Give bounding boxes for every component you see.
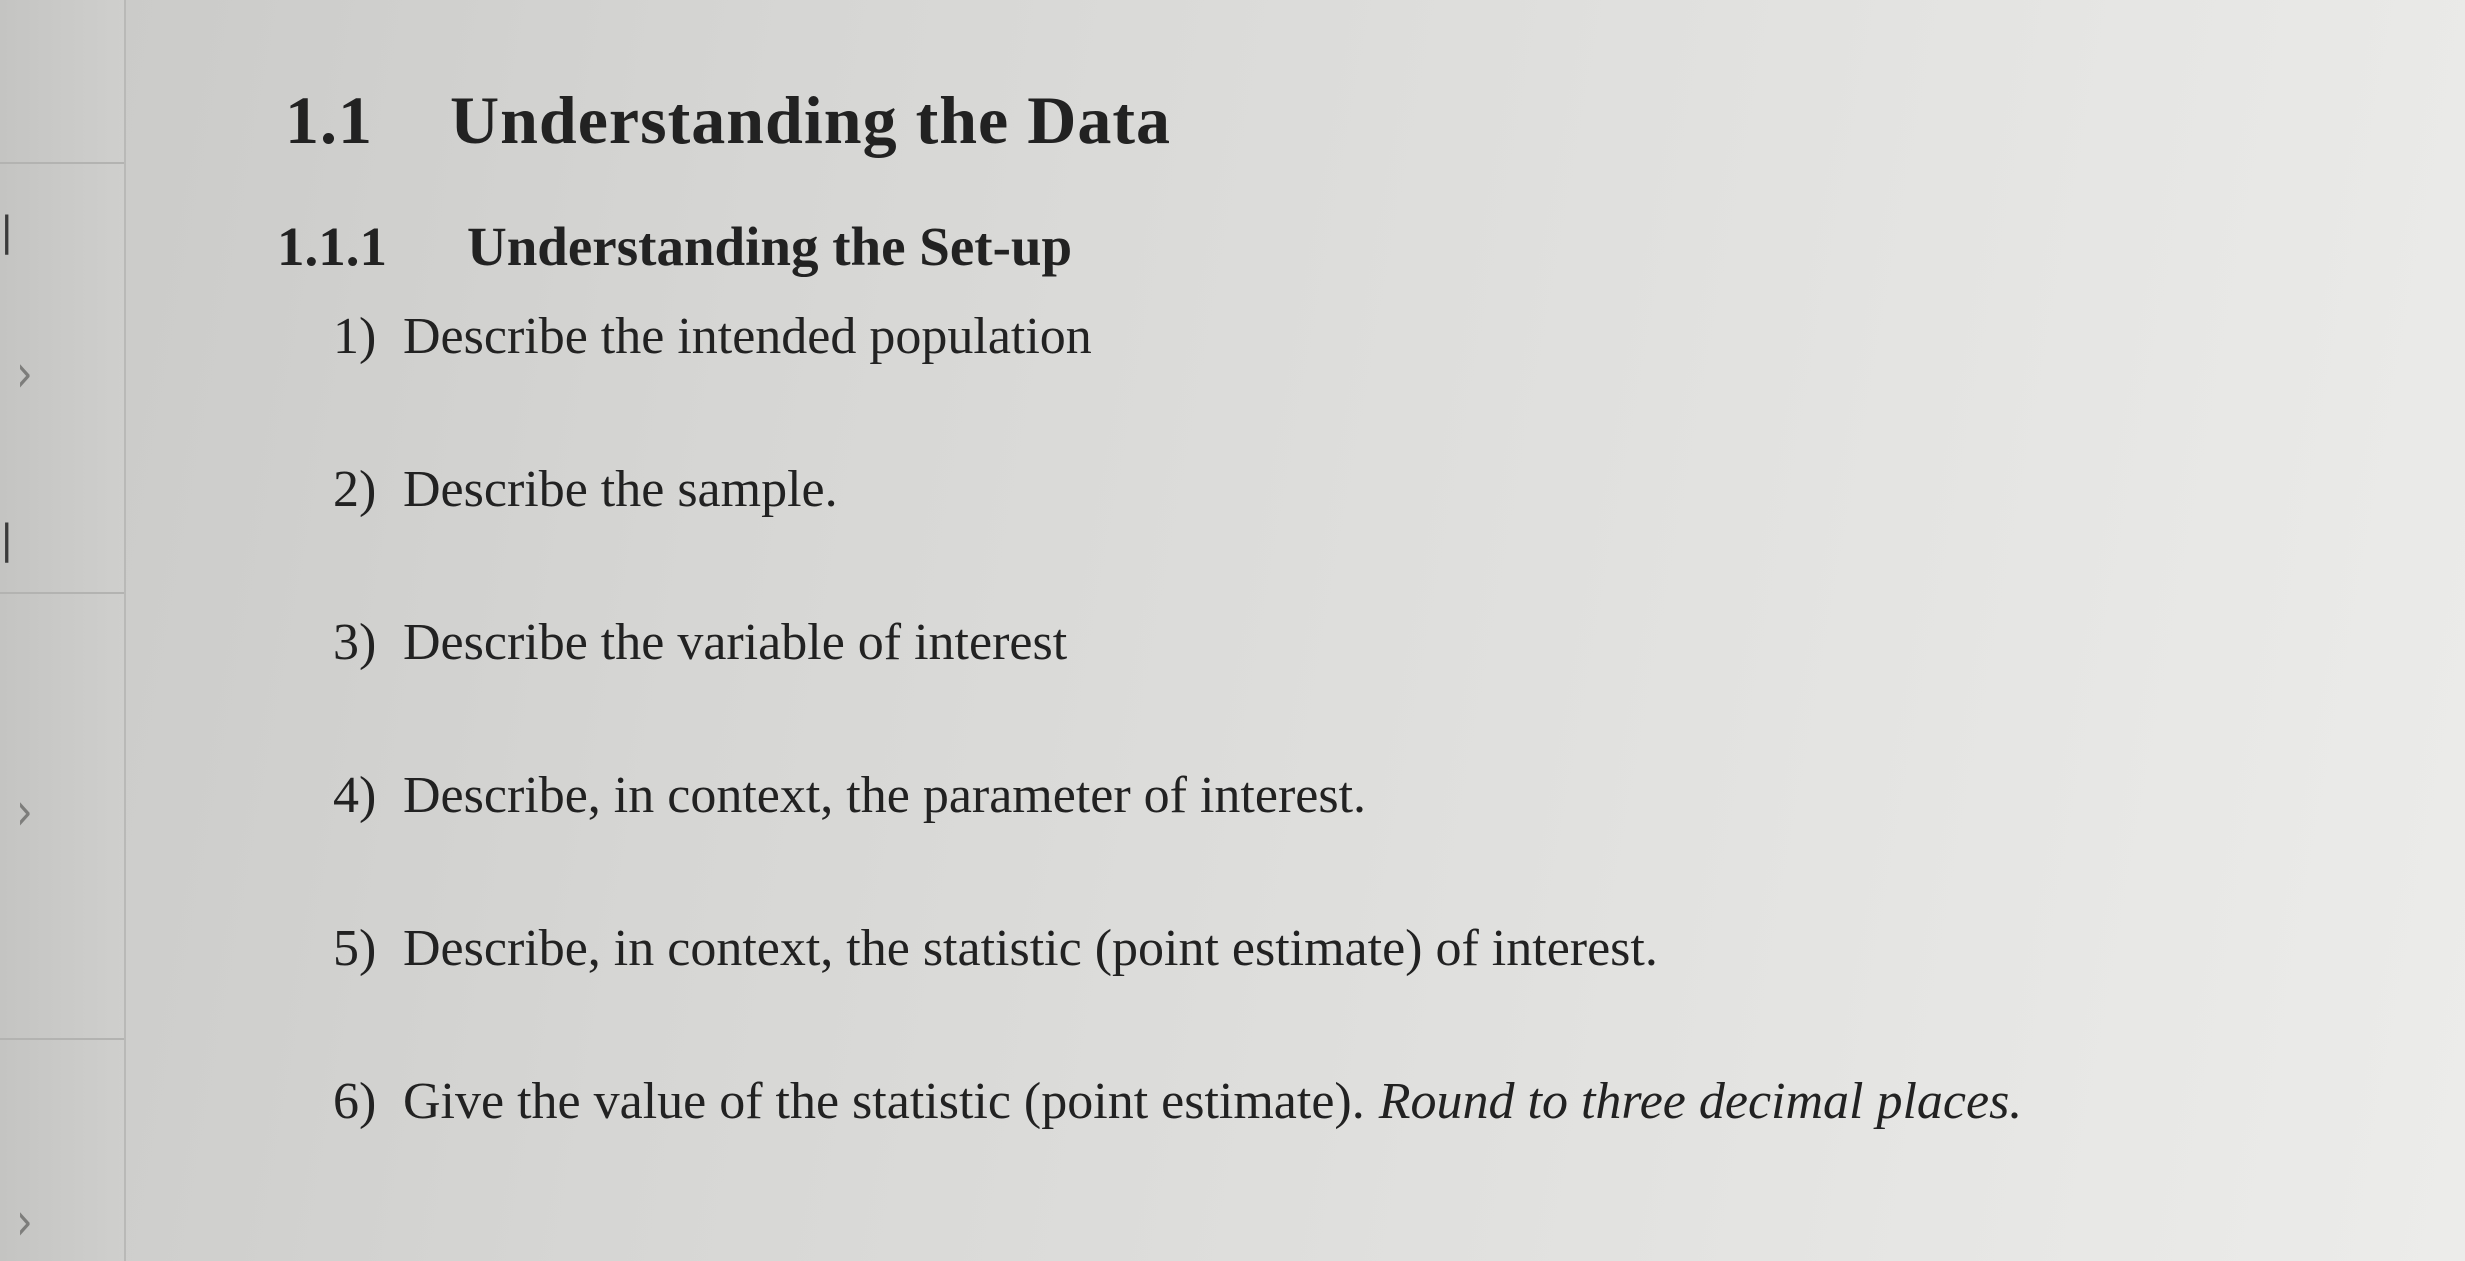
question-number: 5) <box>333 919 377 977</box>
question-item <box>333 612 2385 765</box>
question-number: 3) <box>333 613 377 671</box>
question-text: Describe the sample. <box>403 460 838 518</box>
question-number: 6) <box>333 1072 377 1130</box>
rail-divider <box>0 1038 124 1040</box>
subsection-title: Understanding the Set-up <box>467 215 1073 277</box>
rail-divider <box>0 592 124 594</box>
question-item <box>333 1071 2385 1224</box>
section-number: 1.1 <box>285 82 373 158</box>
chevron-right-icon[interactable]: › <box>16 344 33 404</box>
document-content <box>277 80 2385 1224</box>
chevron-right-icon[interactable]: › <box>16 782 33 842</box>
question-item <box>333 459 2385 612</box>
question-item <box>333 765 2385 918</box>
question-text: Describe, in context, the statistic (point estimate) of interest. <box>403 919 1658 977</box>
question-number: 2) <box>333 460 377 518</box>
question-number: 1) <box>333 307 377 365</box>
question-item <box>333 918 2385 1071</box>
subsection-heading <box>277 214 2385 280</box>
section-title: Understanding the Data <box>450 82 1171 158</box>
question-text: Describe, in context, the parameter of interest. <box>403 766 1367 824</box>
chevron-right-icon[interactable]: › <box>16 1192 33 1252</box>
section-heading <box>285 80 2385 162</box>
rail-edge-mark: | <box>0 517 14 563</box>
rail-edge-mark: | <box>0 209 14 255</box>
subsection-number: 1.1.1 <box>277 215 387 277</box>
question-list <box>333 306 2385 1224</box>
question-number: 4) <box>333 766 377 824</box>
left-navigation-rail <box>0 0 126 1261</box>
question-text: Give the value of the statistic (point estimate). <box>403 1072 1365 1130</box>
question-text: Describe the intended population <box>403 307 1092 365</box>
question-instruction: Round to three decimal places. <box>1378 1072 2023 1130</box>
rail-divider <box>0 162 124 164</box>
question-text: Describe the variable of interest <box>403 613 1068 671</box>
question-item <box>333 306 2385 459</box>
